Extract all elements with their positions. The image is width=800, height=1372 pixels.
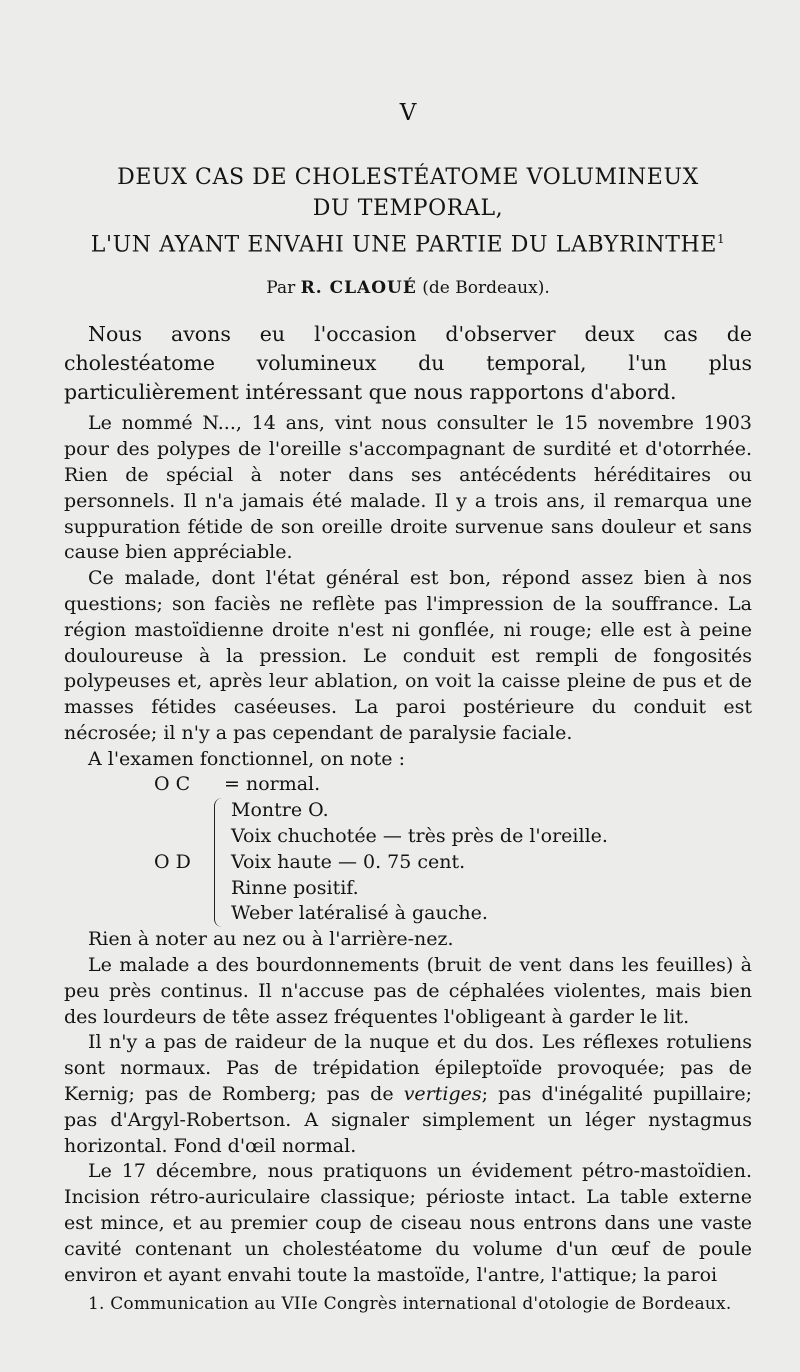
left-ear-label: O C: [154, 773, 191, 796]
neuro-text-b: ; pas d'inégalité pupillaire; pas d'Argyl-Robertson. A signaler simplement un léger nystagmus horizontal. Fond d'œil normal.: [64, 1083, 752, 1157]
byline-prefix: Par: [266, 278, 296, 299]
paragraph-examination: Ce malade, dont l'état général est bon, répond assez bien à nos questions; son faciès ne reflète pas l'impression de la souffrance. La région mastoïdienne droite n'est ni gonflée, ni rouge; elle est à peine douloureuse à la pression. Le conduit est rempli de fongosités polypeuses et, après leur ablation, on voit la caisse pleine de pus et de masses fétides caséeuses. La paroi postérieure du conduit est nécrosée; il n'y a pas cependant de paralysie faciale.: [64, 567, 752, 744]
finding-item: Voix haute — 0. 75 cent.: [231, 850, 466, 873]
title-line-3: [64, 224, 752, 260]
title-footnote-marker: 1: [716, 232, 726, 246]
chapter-number: V: [399, 100, 417, 126]
paragraph-symptoms: Le malade a des bourdonnements (bruit de vent dans les feuilles) à peu près continus. Il n'accuse pas de céphalées violentes, mais bien des lourdeurs de tête assez fréquentes l'obligeant à garder le lit.: [64, 954, 752, 1028]
finding-item: Rinne positif.: [231, 876, 359, 899]
title-line-1: DEUX CAS DE CHOLESTÉATOME VOLUMINEUX: [117, 165, 699, 190]
article-title: [64, 162, 752, 260]
right-ear-block: [154, 798, 752, 927]
paragraph-neurological: [64, 1030, 752, 1159]
paragraph-intro: Nous avons eu l'occasion d'observer deux cas de cholestéatome volumineux du temporal, l'un plus particulièrement intéressant que nous rapportons d'abord.: [64, 322, 752, 405]
paragraph-nose: Rien à noter au nez ou à l'arrière-nez.: [88, 928, 454, 951]
finding-item: Voix chuchotée — très près de l'oreille.: [231, 825, 608, 848]
left-ear-row: [154, 772, 752, 798]
functional-exam-table: [154, 772, 752, 927]
author-affiliation: (de Bordeaux).: [422, 278, 550, 299]
finding-item: Montre O.: [231, 799, 329, 822]
left-ear-value: = normal.: [224, 773, 321, 796]
neuro-text-italic: vertiges: [403, 1083, 482, 1106]
brace-icon: [214, 798, 225, 927]
byline: [64, 278, 752, 298]
title-line-2: DU TEMPORAL,: [312, 196, 504, 221]
paragraph-surgery: Le 17 décembre, nous pratiquons un évidement pétro-mastoïdien. Incision rétro-auriculaire classique; périoste intact. La table externe est mince, et au premier coup de ciseau nous entrons dans une vaste cavité contenant un cholestéatome du volume d'un œuf de poule environ et ayant envahi toute la mastoïde, l'antre, l'attique; la paroi: [64, 1160, 752, 1286]
right-ear-findings: [231, 798, 608, 927]
paragraph-functional-exam-intro: A l'examen fonctionnel, on note :: [88, 747, 405, 770]
right-ear-label: O D: [154, 850, 191, 873]
author-name: R. CLAOUÉ: [300, 278, 417, 299]
neuro-text-a: Il n'y a pas de raideur de la nuque et du dos. Les réflexes rotuliens sont normaux. Pas de trépidation épileptoïde provoquée; pas de Kernig; pas de Romberg; pas de: [64, 1031, 752, 1106]
title-line-3-text: L'UN AYANT ENVAHI UNE PARTIE DU LABYRINTHE: [90, 232, 717, 258]
footnote: 1. Communication au VIIe Congrès international d'otologie de Bordeaux.: [88, 1294, 732, 1314]
finding-item: Weber latéralisé à gauche.: [231, 902, 488, 925]
paragraph-case-history: Le nommé N..., 14 ans, vint nous consulter le 15 novembre 1903 pour des polypes de l'oreille s'accompagnant de surdité et d'otorrhée. Rien de spécial à noter dans ses antécédents héréditaires ou personnels. Il n'a jamais été malade. Il y a trois ans, il remarqua une suppuration fétide de son oreille droite survenue sans douleur et sans cause bien appréciable.: [64, 412, 752, 564]
